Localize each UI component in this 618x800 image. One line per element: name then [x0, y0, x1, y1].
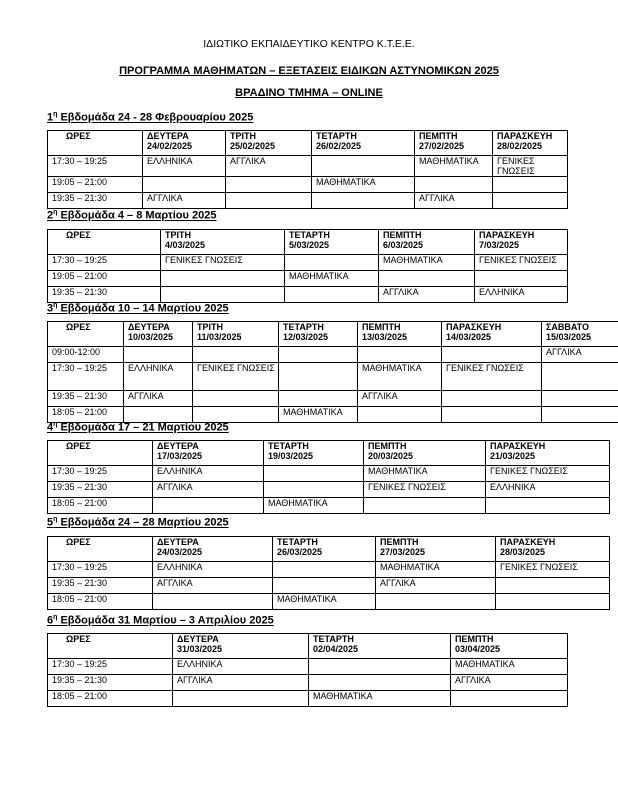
- subject-cell: [285, 255, 379, 271]
- subject-cell: ΜΑΘΗΜΑΤΙΚΑ: [279, 407, 358, 423]
- subject-cell: [358, 347, 442, 363]
- day-date: 28/03/2025: [500, 547, 546, 557]
- subject-cell: [415, 177, 493, 193]
- subject-cell: ΜΑΘΗΜΑΤΙΚΑ: [273, 594, 376, 610]
- time-slot: 19:35 – 21:30: [48, 287, 161, 303]
- subject-cell: [451, 691, 568, 707]
- table-row: [48, 691, 568, 707]
- day-header: [415, 131, 493, 156]
- subject-cell: [226, 193, 312, 209]
- subject-cell: [193, 391, 279, 407]
- subject-cell: [161, 271, 285, 287]
- table-row: [48, 578, 610, 594]
- table-header-row: [48, 634, 568, 659]
- day-date: 13/03/2025: [362, 332, 408, 342]
- week-label: Εβδομάδα 4 – 8 Μαρτίου 2025: [57, 209, 217, 222]
- day-header: [309, 634, 451, 659]
- day-name: ΠΑΡΑΣΚΕΥΗ: [497, 131, 553, 141]
- week-ordinal-suffix: η: [53, 614, 58, 621]
- subject-cell: ΜΑΘΗΜΑΤΙΚΑ: [309, 691, 451, 707]
- week-title: [47, 209, 216, 222]
- day-date: 15/03/2025: [546, 332, 592, 342]
- week-schedule-table: [47, 440, 610, 514]
- subject-cell: [493, 177, 568, 193]
- subject-cell: [124, 347, 193, 363]
- week-number: 6: [47, 614, 54, 627]
- table-row: [48, 271, 568, 287]
- subject-cell: ΕΛΛΗΝΙΚΑ: [173, 659, 309, 675]
- day-name: ΣΑΒΒΑΤΟ: [546, 322, 589, 332]
- week-ordinal-suffix: η: [53, 421, 58, 428]
- subject-cell: ΜΑΘΗΜΑΤΙΚΑ: [415, 156, 493, 177]
- time-slot: 19:05 – 21:00: [48, 177, 143, 193]
- day-name: ΤΡΙΤΗ: [165, 230, 191, 240]
- time-slot: 19:35 – 21:30: [48, 578, 153, 594]
- subject-cell: [542, 391, 618, 407]
- day-header: [312, 131, 415, 156]
- day-header: [475, 230, 568, 255]
- subject-cell: ΑΓΓΛΙΚΑ: [358, 391, 442, 407]
- day-date: 14/03/2025: [446, 332, 492, 342]
- day-name: ΤΕΤΑΡΤΗ: [316, 131, 357, 141]
- day-header: [285, 230, 379, 255]
- subject-cell: [493, 193, 568, 209]
- hours-header: ΩΡΕΣ: [48, 322, 124, 347]
- week-ordinal-suffix: η: [53, 516, 58, 523]
- week-label: Εβδομάδα 17 – 21 Μαρτίου 2025: [57, 421, 229, 434]
- day-header: [379, 230, 475, 255]
- subject-cell: [442, 347, 542, 363]
- table-header-row: [48, 322, 618, 347]
- day-header: [364, 441, 486, 466]
- table-header-row: [48, 230, 568, 255]
- subject-cell: ΓΕΝΙΚΕΣ ΓΝΩΣΕΙΣ: [475, 255, 568, 271]
- day-header: [442, 322, 542, 347]
- day-name: ΠΑΡΑΣΚΕΥΗ: [490, 441, 546, 451]
- subject-cell: [279, 363, 358, 391]
- subject-cell: ΓΕΝΙΚΕΣ ΓΝΩΣΕΙΣ: [486, 466, 610, 482]
- week-schedule-table: [47, 321, 618, 423]
- time-slot: 18:05 – 21:00: [48, 691, 173, 707]
- table-row: [48, 659, 568, 675]
- subject-cell: ΕΛΛΗΝΙΚΑ: [153, 562, 273, 578]
- table-row: [48, 347, 618, 363]
- day-date: 12/03/2025: [283, 332, 329, 342]
- week-label: Εβδομάδα 24 - 28 Φεβρουαρίου 2025: [57, 111, 254, 124]
- hours-header: ΩΡΕΣ: [48, 131, 143, 156]
- day-header: [493, 131, 568, 156]
- day-date: 27/02/2025: [419, 141, 465, 151]
- table-header-row: [48, 537, 610, 562]
- table-row: [48, 675, 568, 691]
- day-name: ΤΕΤΑΡΤΗ: [313, 634, 354, 644]
- day-date: 28/02/2025: [497, 141, 543, 151]
- subject-cell: ΕΛΛΗΝΙΚΑ: [143, 156, 226, 177]
- subject-cell: ΜΑΘΗΜΑΤΙΚΑ: [376, 562, 496, 578]
- hours-header: ΩΡΕΣ: [48, 441, 153, 466]
- subject-cell: ΑΓΓΛΙΚΑ: [451, 675, 568, 691]
- time-slot: 18:05 – 21:00: [48, 407, 124, 423]
- subject-cell: [309, 675, 451, 691]
- subject-cell: ΑΓΓΛΙΚΑ: [415, 193, 493, 209]
- time-slot: 19:35 – 21:30: [48, 391, 124, 407]
- table-row: [48, 562, 610, 578]
- day-header: [376, 537, 496, 562]
- day-date: 31/03/2025: [177, 644, 223, 654]
- table-row: [48, 193, 568, 209]
- subject-cell: ΕΛΛΗΝΙΚΑ: [486, 482, 610, 498]
- time-slot: 17:30 – 19:25: [48, 255, 161, 271]
- subject-cell: [542, 363, 618, 391]
- day-date: 26/02/2025: [316, 141, 362, 151]
- day-date: 6/03/2025: [383, 240, 424, 250]
- day-date: 17/03/2025: [157, 451, 203, 461]
- subject-cell: [161, 287, 285, 303]
- table-row: [48, 594, 610, 610]
- subject-cell: ΜΑΘΗΜΑΤΙΚΑ: [358, 363, 442, 391]
- day-name: ΠΕΜΠΤΗ: [362, 322, 401, 332]
- week-ordinal-suffix: η: [53, 302, 58, 309]
- week-ordinal-suffix: η: [53, 209, 58, 216]
- subject-cell: [442, 407, 542, 423]
- subject-cell: [279, 347, 358, 363]
- week-title: [47, 421, 229, 434]
- day-name: ΔΕΥΤΕΡΑ: [157, 537, 199, 547]
- day-header: [496, 537, 610, 562]
- day-name: ΤΕΤΑΡΤΗ: [289, 230, 330, 240]
- subject-cell: ΑΓΓΛΙΚΑ: [376, 578, 496, 594]
- subject-cell: ΑΓΓΛΙΚΑ: [153, 578, 273, 594]
- day-date: 27/03/2025: [380, 547, 426, 557]
- subject-cell: [309, 659, 451, 675]
- day-header: [273, 537, 376, 562]
- day-header: [143, 131, 226, 156]
- day-header: [542, 322, 618, 347]
- day-date: 26/03/2025: [277, 547, 323, 557]
- subject-cell: ΕΛΛΗΝΙΚΑ: [475, 287, 568, 303]
- day-name: ΠΑΡΑΣΚΕΥΗ: [479, 230, 535, 240]
- day-header: [264, 441, 364, 466]
- day-date: 24/03/2025: [157, 547, 203, 557]
- table-row: [48, 255, 568, 271]
- table-row: [48, 287, 568, 303]
- week-number: 5: [47, 516, 54, 529]
- day-header: [486, 441, 610, 466]
- subject-cell: ΓΕΝΙΚΕΣ ΓΝΩΣΕΙΣ: [193, 363, 279, 391]
- time-slot: 19:05 – 21:00: [48, 271, 161, 287]
- day-name: ΠΕΜΠΤΗ: [368, 441, 407, 451]
- week-label: Εβδομάδα 24 – 28 Μαρτίου 2025: [57, 516, 229, 529]
- time-slot: 09:00-12:00: [48, 347, 124, 363]
- day-name: ΤΕΤΑΡΤΗ: [283, 322, 324, 332]
- week-number: 4: [47, 421, 54, 434]
- time-slot: 17:30 – 19:25: [48, 466, 153, 482]
- table-row: [48, 177, 568, 193]
- subject-cell: ΜΑΘΗΜΑΤΙΚΑ: [451, 659, 568, 675]
- time-slot: 18:05 – 21:00: [48, 594, 153, 610]
- day-date: 10/03/2025: [128, 332, 174, 342]
- day-date: 25/02/2025: [230, 141, 276, 151]
- subject-cell: [442, 391, 542, 407]
- hours-header: ΩΡΕΣ: [48, 537, 153, 562]
- week-title: [47, 302, 229, 315]
- time-slot: 17:30 – 19:25: [48, 659, 173, 675]
- week-number: 3: [47, 302, 54, 315]
- subject-cell: [285, 287, 379, 303]
- day-name: ΠΕΜΠΤΗ: [419, 131, 458, 141]
- day-name: ΔΕΥΤΕΡΑ: [177, 634, 219, 644]
- day-header: [226, 131, 312, 156]
- week-schedule-table: [47, 536, 610, 610]
- subject-cell: ΑΓΓΛΙΚΑ: [153, 482, 264, 498]
- subject-cell: ΜΑΘΗΜΑΤΙΚΑ: [312, 177, 415, 193]
- day-header: [451, 634, 568, 659]
- time-slot: 17:30 – 19:25: [48, 156, 143, 177]
- day-date: 19/03/2025: [268, 451, 314, 461]
- subject-cell: [486, 498, 610, 514]
- week-schedule-table: [47, 130, 568, 209]
- day-date: 02/04/2025: [313, 644, 359, 654]
- subject-cell: [264, 466, 364, 482]
- week-number: 2: [47, 209, 54, 222]
- subject-cell: ΑΓΓΛΙΚΑ: [542, 347, 618, 363]
- subject-cell: [153, 594, 273, 610]
- day-header: [279, 322, 358, 347]
- subject-cell: ΓΕΝΙΚΕΣ ΓΝΩΣΕΙΣ: [493, 156, 568, 177]
- subject-cell: ΓΕΝΙΚΕΣ ΓΝΩΣΕΙΣ: [364, 482, 486, 498]
- day-name: ΤΡΙΤΗ: [230, 131, 256, 141]
- table-row: [48, 363, 618, 391]
- subject-cell: [279, 391, 358, 407]
- day-header: [173, 634, 309, 659]
- subject-cell: [475, 271, 568, 287]
- day-name: ΔΕΥΤΕΡΑ: [128, 322, 170, 332]
- day-date: 24/02/2025: [147, 141, 193, 151]
- week-label: Εβδομάδα 10 – 14 Μαρτίου 2025: [57, 302, 229, 315]
- subject-cell: ΜΑΘΗΜΑΤΙΚΑ: [364, 466, 486, 482]
- day-name: ΠΕΜΠΤΗ: [380, 537, 419, 547]
- subject-cell: [379, 271, 475, 287]
- day-name: ΠΑΡΑΣΚΕΥΗ: [446, 322, 502, 332]
- subject-cell: [153, 498, 264, 514]
- week-ordinal-suffix: η: [53, 111, 58, 118]
- day-date: 5/03/2025: [289, 240, 330, 250]
- day-name: ΤΡΙΤΗ: [197, 322, 223, 332]
- day-date: 20/03/2025: [368, 451, 414, 461]
- day-name: ΠΕΜΠΤΗ: [383, 230, 422, 240]
- table-row: [48, 391, 618, 407]
- hours-header: ΩΡΕΣ: [48, 634, 173, 659]
- table-row: [48, 156, 568, 177]
- time-slot: 19:35 – 21:30: [48, 675, 173, 691]
- day-header: [161, 230, 285, 255]
- subject-cell: [173, 691, 309, 707]
- hours-header: ΩΡΕΣ: [48, 230, 161, 255]
- week-schedule-table: [47, 633, 568, 707]
- day-header: [124, 322, 193, 347]
- subject-cell: [226, 177, 312, 193]
- day-name: ΔΕΥΤΕΡΑ: [147, 131, 189, 141]
- institution-name: ΙΔΙΩΤΙΚΟ ΕΚΠΑΙΔΕΥΤΙΚΟ ΚΕΝΤΡΟ Κ.Τ.Ε.Ε.: [203, 38, 415, 50]
- subject-cell: ΓΕΝΙΚΕΣ ΓΝΩΣΕΙΣ: [161, 255, 285, 271]
- day-date: 03/04/2025: [455, 644, 501, 654]
- time-slot: 17:30 – 19:25: [48, 562, 153, 578]
- day-name: ΔΕΥΤΕΡΑ: [157, 441, 199, 451]
- subject-cell: [496, 594, 610, 610]
- day-header: [358, 322, 442, 347]
- subject-cell: [312, 193, 415, 209]
- week-label: Εβδομάδα 31 Μαρτίου – 3 Απριλίου 2025: [57, 614, 274, 627]
- week-schedule-table: [47, 229, 568, 303]
- day-date: 7/03/2025: [479, 240, 520, 250]
- table-row: [48, 466, 610, 482]
- subject-cell: [376, 594, 496, 610]
- subject-cell: ΜΑΘΗΜΑΤΙΚΑ: [264, 498, 364, 514]
- day-date: 11/03/2025: [197, 332, 242, 342]
- subject-cell: [496, 578, 610, 594]
- time-slot: 17:30 – 19:25: [48, 363, 124, 391]
- subject-cell: [143, 177, 226, 193]
- subject-cell: [193, 347, 279, 363]
- table-header-row: [48, 131, 568, 156]
- subject-cell: [273, 578, 376, 594]
- subject-cell: [358, 407, 442, 423]
- time-slot: 19:35 – 21:30: [48, 193, 143, 209]
- table-row: [48, 482, 610, 498]
- day-header: [193, 322, 279, 347]
- subject-cell: [312, 156, 415, 177]
- week-title: [47, 614, 274, 627]
- subject-cell: ΑΓΓΛΙΚΑ: [124, 391, 193, 407]
- subject-cell: ΜΑΘΗΜΑΤΙΚΑ: [379, 255, 475, 271]
- subject-cell: [542, 407, 618, 423]
- subject-cell: ΑΓΓΛΙΚΑ: [379, 287, 475, 303]
- subject-cell: ΑΓΓΛΙΚΑ: [173, 675, 309, 691]
- document-subtitle: ΒΡΑΔΙΝΟ ΤΜΗΜΑ – ONLINE: [235, 87, 383, 99]
- subject-cell: ΑΓΓΛΙΚΑ: [226, 156, 312, 177]
- day-header: [153, 537, 273, 562]
- subject-cell: [364, 498, 486, 514]
- day-name: ΠΑΡΑΣΚΕΥΗ: [500, 537, 556, 547]
- day-name: ΤΕΤΑΡΤΗ: [268, 441, 309, 451]
- subject-cell: ΜΑΘΗΜΑΤΙΚΑ: [285, 271, 379, 287]
- subject-cell: ΓΕΝΙΚΕΣ ΓΝΩΣΕΙΣ: [442, 363, 542, 391]
- table-row: [48, 498, 610, 514]
- document-title: ΠΡΟΓΡΑΜΜΑ ΜΑΘΗΜΑΤΩΝ – ΕΞΕΤΑΣΕΙΣ ΕΙΔΙΚΩΝ ΑΣΤΥΝΟΜΙΚΩΝ 2025: [119, 65, 499, 77]
- table-header-row: [48, 441, 610, 466]
- subject-cell: ΓΕΝΙΚΕΣ ΓΝΩΣΕΙΣ: [496, 562, 610, 578]
- subject-cell: ΑΓΓΛΙΚΑ: [143, 193, 226, 209]
- subject-cell: [264, 482, 364, 498]
- day-date: 4/03/2025: [165, 240, 206, 250]
- subject-cell: ΕΛΛΗΝΙΚΑ: [124, 363, 193, 391]
- week-title: [47, 111, 253, 124]
- day-name: ΠΕΜΠΤΗ: [455, 634, 494, 644]
- day-name: ΤΕΤΑΡΤΗ: [277, 537, 318, 547]
- day-date: 21/03/2025: [490, 451, 536, 461]
- time-slot: 19:35 – 21:30: [48, 482, 153, 498]
- subject-cell: [273, 562, 376, 578]
- week-title: [47, 516, 229, 529]
- day-header: [153, 441, 264, 466]
- week-number: 1: [47, 111, 54, 124]
- time-slot: 18:05 – 21:00: [48, 498, 153, 514]
- subject-cell: ΕΛΛΗΝΙΚΑ: [153, 466, 264, 482]
